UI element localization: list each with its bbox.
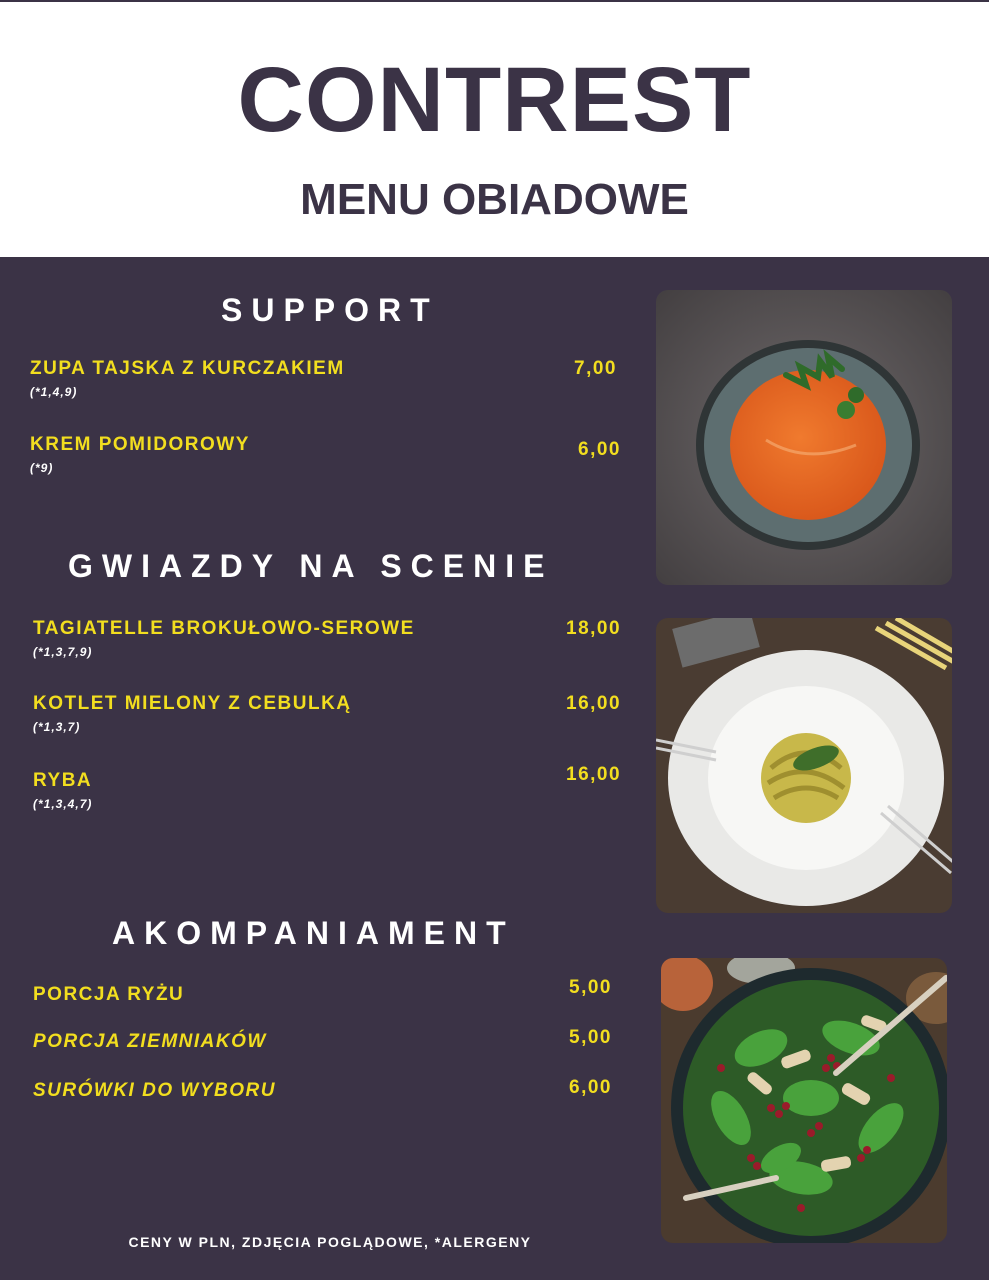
menu-item [30,433,250,476]
item-name: PORCJA ZIEMNIAKÓW [33,1031,267,1052]
item-allergens: (*9) [30,461,54,475]
item-price: 16,00 [566,764,622,785]
item-allergens: (*1,3,4,7) [33,797,93,811]
menu-item [33,692,352,735]
footer-note: CENY W PLN, ZDJĘCIA POGLĄDOWE, *ALERGENY [128,1234,532,1250]
item-name: ZUPA TAJSKA Z KURCZAKIEM [30,358,345,379]
item-price: 7,00 [574,358,617,379]
item-name: PORCJA RYŻU [33,984,185,1005]
brand-title: CONTREST [237,49,752,151]
item-name: RYBA [33,770,93,791]
item-price: 16,00 [566,693,622,714]
section-title-gwiazdy: GWIAZDY NA SCENIE [68,548,554,584]
item-allergens: (*1,4,9) [30,385,78,399]
salad-photo [661,958,947,1243]
menu-item [33,1079,276,1103]
item-allergens: (*1,3,7) [33,720,81,734]
menu-item [30,357,345,400]
item-price: 5,00 [569,977,612,998]
item-price: 18,00 [566,618,622,639]
menu-item [33,983,184,1007]
section-title-akompaniament: AKOMPANIAMENT [112,915,515,951]
item-price: 6,00 [578,439,621,460]
menu-item [33,1030,267,1054]
pasta-photo [656,618,952,913]
item-name: KOTLET MIELONY Z CEBULKĄ [33,693,352,714]
item-price: 5,00 [569,1027,612,1048]
menu-item [33,617,415,660]
section-title-support: SUPPORT [221,292,439,328]
item-allergens: (*1,3,7,9) [33,645,93,659]
pasta-image [656,618,952,913]
item-name: TAGIATELLE BROKUŁOWO-SEROWE [33,618,415,639]
item-name: KREM POMIDOROWY [30,434,250,455]
menu-subtitle: MENU OBIADOWE [300,175,689,224]
menu-item [33,769,92,812]
soup-image [656,290,952,585]
item-price: 6,00 [569,1077,612,1098]
item-name: SURÓWKI DO WYBORU [33,1080,276,1101]
salad-image [661,958,947,1243]
header [0,0,989,257]
soup-photo [656,290,952,585]
